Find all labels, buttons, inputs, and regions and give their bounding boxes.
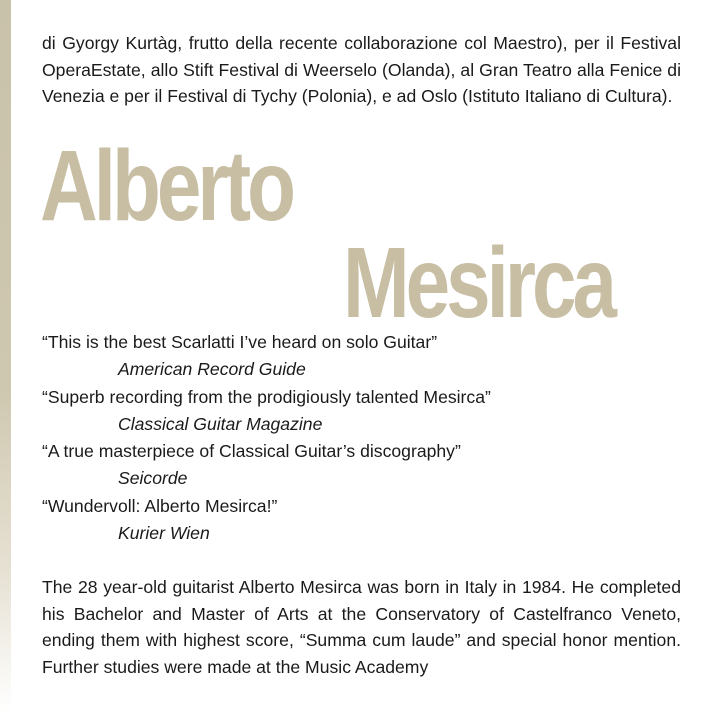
heading-last-name: Mesirca [343, 227, 613, 339]
press-quote: “This is the best Scarlatti I’ve heard on solo Guitar” [42, 332, 438, 352]
press-quote-source: Classical Guitar Magazine [118, 413, 323, 434]
press-quotes [42, 329, 681, 547]
press-quote-source: American Record Guide [118, 359, 306, 380]
press-quote: “Wundervoll: Alberto Mesirca!” [42, 495, 278, 516]
press-quote-source: Seicorde [118, 468, 188, 489]
bio-paragraph: The 28 year-old guitarist Alberto Mesirca was born in Italy in 1984. He completed his Bachelor and Master of Arts at the Conservatory of Castelfranco Veneto, ending them with highest score, “Summa cum laude” and special honor mention. Further studies were made at the Music Academy [42, 577, 681, 677]
press-quote-source: Kurier Wien [118, 523, 210, 544]
heading-first-name: Alberto [40, 130, 292, 242]
decorative-side-bar [0, 0, 11, 714]
press-quote: “Superb recording from the prodigiously talented Mesirca” [42, 386, 491, 407]
press-quote: “A true masterpiece of Classical Guitar’s discography” [42, 441, 461, 462]
intro-paragraph: di Gyorgy Kurtàg, frutto della recente collaborazione col Maestro), per il Festival OperaEstate, allo Stift Festival di Weerselo (Olanda), al Gran Teatro alla Fenice di Venezia e per il Festival di Tychy (Polonia), e ad Oslo (Istituto Italiano di Cultura). [42, 33, 681, 106]
